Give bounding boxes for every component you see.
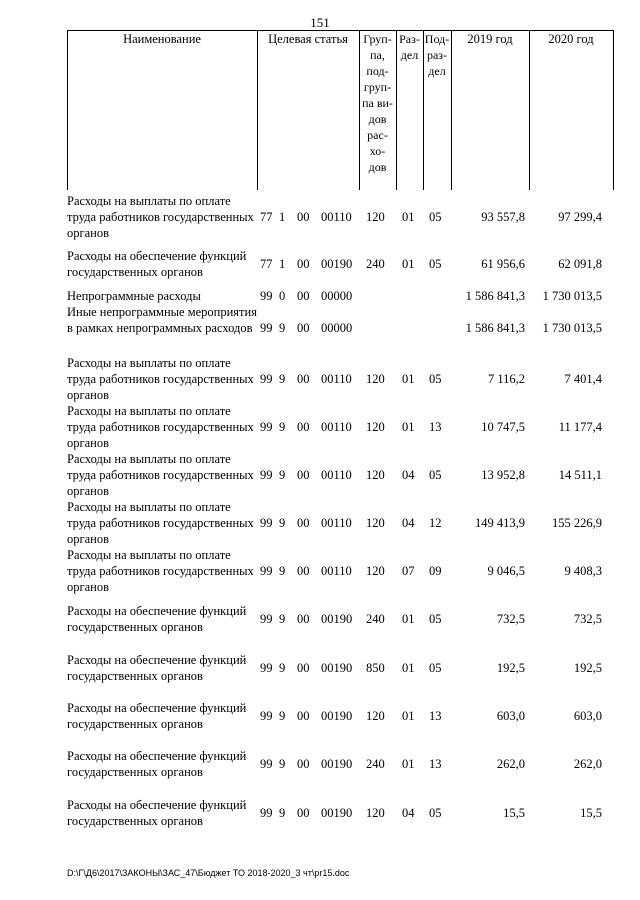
target-code-direction: 00: [297, 564, 310, 578]
target-code-direction: 00: [297, 516, 310, 530]
target-code-program: 99: [260, 612, 273, 626]
row-name: Расходы на обеспечение функций государственных органов: [67, 604, 247, 634]
amount-2020: 62 091,8: [558, 257, 602, 271]
row-name: Расходы на выплаты по оплате труда работников государственных органов: [67, 404, 254, 450]
target-code-direction: 00: [297, 709, 310, 723]
header-group-line: па,: [370, 48, 385, 62]
target-code-expense: 00110: [321, 210, 352, 224]
amount-2019: 13 952,8: [481, 468, 525, 482]
target-code-subprogram: 9: [279, 516, 286, 530]
section-code: 01: [402, 612, 415, 626]
target-code-direction: 00: [297, 661, 310, 675]
target-code-subprogram: 9: [279, 661, 286, 675]
target-code-expense: 00190: [321, 661, 353, 675]
subsection-code: 05: [429, 661, 442, 675]
header-group-line: дов: [368, 112, 387, 126]
column-divider: [257, 30, 258, 190]
row-name: Расходы на обеспечение функций государственных органов: [67, 749, 247, 779]
amount-2019: 149 413,9: [475, 516, 525, 530]
target-code-expense: 00110: [321, 372, 352, 386]
table-header-frame: [67, 30, 613, 191]
column-divider: [451, 30, 452, 190]
target-code-expense: 00000: [321, 289, 353, 303]
section-code: 01: [402, 757, 415, 771]
expense-group-code: 120: [366, 420, 385, 434]
amount-2020: 1 730 013,5: [542, 321, 602, 335]
amount-2019: 192,5: [496, 661, 525, 675]
row-name: Расходы на выплаты по оплате труда работников государственных органов: [67, 500, 254, 546]
target-code-program: 99: [260, 757, 273, 771]
target-code-expense: 00190: [321, 612, 353, 626]
amount-2019: 732,5: [496, 612, 525, 626]
expense-group-code: 120: [366, 564, 385, 578]
header-expense-group: [359, 31, 396, 175]
amount-2020: 11 177,4: [558, 420, 602, 434]
target-code-program: 99: [260, 516, 273, 530]
section-code: 07: [402, 564, 415, 578]
header-group-line: груп-: [363, 80, 392, 94]
row-name: Расходы на выплаты по оплате труда работников государственных органов: [67, 194, 254, 240]
target-code-direction: 00: [297, 757, 310, 771]
section-code: 01: [402, 372, 415, 386]
target-code-subprogram: 9: [279, 321, 286, 335]
target-code-expense: 00190: [321, 709, 353, 723]
target-code-program: 99: [260, 468, 273, 482]
subsection-code: 09: [429, 564, 442, 578]
target-code-subprogram: 9: [279, 564, 286, 578]
header-group-line: под-: [366, 64, 389, 78]
amount-2020: 155 226,9: [552, 516, 602, 530]
header-target-article: Целевая статья: [268, 32, 348, 46]
expense-group-code: 120: [366, 516, 385, 530]
amount-2019: 9 046,5: [487, 564, 525, 578]
amount-2020: 732,5: [573, 612, 602, 626]
expense-group-code: 120: [366, 709, 385, 723]
expense-group-code: 240: [366, 257, 385, 271]
subsection-code: 12: [429, 516, 442, 530]
amount-2019: 603,0: [496, 709, 525, 723]
section-code: 01: [402, 661, 415, 675]
header-group-line: хо-: [369, 144, 386, 158]
amount-2020: 9 408,3: [564, 564, 602, 578]
header-year-2020: 2020 год: [548, 32, 594, 46]
amount-2019: 262,0: [496, 757, 525, 771]
target-code-subprogram: 9: [279, 709, 286, 723]
target-code-direction: 00: [297, 321, 310, 335]
column-divider: [529, 30, 530, 190]
file-path-footer: D:\Г\Д6\2017\ЗАКОНЫ\ЗАС_47\Бюджет ТО 2018-2020_3 чт\pr15.doc: [67, 868, 350, 878]
table-border-left: [67, 30, 68, 190]
header-year-2019: 2019 год: [467, 32, 513, 46]
target-code-program: 99: [260, 321, 273, 335]
row-name: Расходы на выплаты по оплате труда работников государственных органов: [67, 548, 254, 594]
section-code: 04: [402, 516, 415, 530]
target-code-subprogram: 1: [279, 257, 286, 271]
subsection-code: 05: [429, 468, 442, 482]
expense-group-code: 240: [366, 757, 385, 771]
target-code-expense: 00110: [321, 516, 352, 530]
amount-2019: 93 557,8: [481, 210, 525, 224]
row-name: Иные непрограммные мероприятия в рамках непрограммных расходов: [67, 305, 257, 335]
header-section-line: Раз-: [399, 32, 420, 46]
amount-2020: 262,0: [573, 757, 602, 771]
target-code-subprogram: 9: [279, 372, 286, 386]
amount-2020: 14 511,1: [558, 468, 602, 482]
target-code-program: 77: [260, 257, 273, 271]
target-code-expense: 00110: [321, 468, 352, 482]
section-code: 04: [402, 806, 415, 820]
amount-2019: 61 956,6: [481, 257, 525, 271]
amount-2020: 1 730 013,5: [542, 289, 602, 303]
target-code-subprogram: 9: [279, 612, 286, 626]
target-code-program: 99: [260, 806, 273, 820]
amount-2019: 1 586 841,3: [465, 321, 525, 335]
row-name: Непрограммные расходы: [67, 289, 201, 303]
section-code: 01: [402, 257, 415, 271]
row-name: Расходы на обеспечение функций государственных органов: [67, 701, 247, 731]
row-name: Расходы на обеспечение функций государственных органов: [67, 798, 247, 828]
header-group-line: дов: [368, 160, 387, 174]
subsection-code: 05: [429, 806, 442, 820]
row-name: Расходы на выплаты по оплате труда работников государственных органов: [67, 356, 254, 402]
target-code-program: 99: [260, 709, 273, 723]
target-code-expense: 00110: [321, 420, 352, 434]
page-number: 151: [310, 15, 330, 30]
amount-2019: 10 747,5: [481, 420, 525, 434]
target-code-expense: 00000: [321, 321, 353, 335]
expense-group-code: 120: [366, 468, 385, 482]
target-code-program: 99: [260, 372, 273, 386]
amount-2020: 15,5: [580, 806, 602, 820]
amount-2020: 603,0: [573, 709, 602, 723]
target-code-program: 99: [260, 289, 273, 303]
target-code-subprogram: 9: [279, 468, 286, 482]
header-subsection-line: Под-: [424, 32, 450, 46]
header-section: [396, 31, 423, 63]
expense-group-code: 120: [366, 806, 385, 820]
subsection-code: 05: [429, 210, 442, 224]
target-code-subprogram: 0: [279, 289, 286, 303]
target-code-expense: 00110: [321, 564, 352, 578]
target-code-program: 77: [260, 210, 273, 224]
amount-2020: 192,5: [573, 661, 602, 675]
row-name: Расходы на обеспечение функций государственных органов: [67, 249, 247, 279]
subsection-code: 13: [429, 420, 442, 434]
expense-group-code: 120: [366, 210, 385, 224]
subsection-code: 05: [429, 257, 442, 271]
header-subsection-line: раз-: [426, 48, 448, 62]
target-code-direction: 00: [297, 289, 310, 303]
target-code-expense: 00190: [321, 757, 353, 771]
target-code-expense: 00190: [321, 257, 353, 271]
header-section-line: дел: [400, 48, 419, 62]
row-name: Расходы на выплаты по оплате труда работников государственных органов: [67, 452, 254, 498]
target-code-direction: 00: [297, 420, 310, 434]
subsection-code: 13: [429, 757, 442, 771]
row-name: Расходы на обеспечение функций государственных органов: [67, 653, 247, 683]
target-code-subprogram: 9: [279, 806, 286, 820]
header-group-line: па ви-: [362, 96, 393, 110]
target-code-subprogram: 9: [279, 757, 286, 771]
amount-2020: 97 299,4: [558, 210, 602, 224]
target-code-direction: 00: [297, 257, 310, 271]
header-group-line: рас-: [367, 128, 388, 142]
subsection-code: 05: [429, 612, 442, 626]
target-code-direction: 00: [297, 806, 310, 820]
table-border-right: [613, 30, 614, 190]
subsection-code: 13: [429, 709, 442, 723]
section-code: 01: [402, 709, 415, 723]
section-code: 01: [402, 210, 415, 224]
target-code-direction: 00: [297, 468, 310, 482]
expense-group-code: 120: [366, 372, 385, 386]
target-code-direction: 00: [297, 612, 310, 626]
amount-2019: 1 586 841,3: [465, 289, 525, 303]
target-code-program: 99: [260, 661, 273, 675]
target-code-program: 99: [260, 420, 273, 434]
amount-2020: 7 401,4: [564, 372, 602, 386]
header-subsection: [423, 31, 451, 79]
header-subsection-line: дел: [428, 64, 446, 78]
amount-2019: 15,5: [503, 806, 525, 820]
subsection-code: 05: [429, 372, 442, 386]
expense-group-code: 850: [366, 661, 385, 675]
expense-group-code: 240: [366, 612, 385, 626]
target-code-direction: 00: [297, 210, 310, 224]
header-name: Наименование: [123, 32, 201, 46]
target-code-subprogram: 9: [279, 420, 286, 434]
target-code-direction: 00: [297, 372, 310, 386]
amount-2019: 7 116,2: [487, 372, 525, 386]
target-code-program: 99: [260, 564, 273, 578]
target-code-expense: 00190: [321, 806, 353, 820]
target-code-subprogram: 1: [279, 210, 286, 224]
section-code: 01: [402, 420, 415, 434]
section-code: 04: [402, 468, 415, 482]
header-group-line: Груп-: [363, 32, 392, 46]
